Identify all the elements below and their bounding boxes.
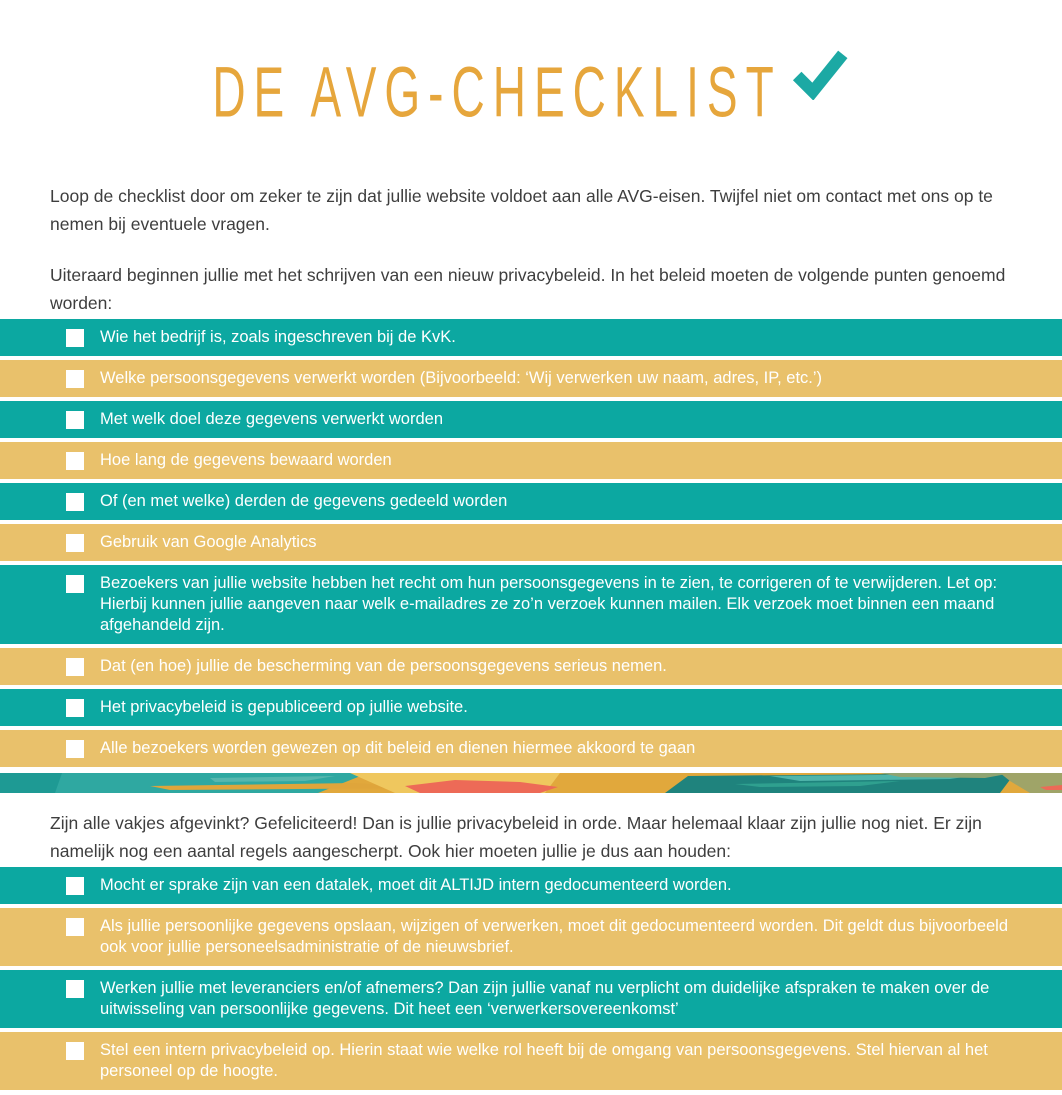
checkbox[interactable] <box>66 1042 84 1060</box>
checkbox[interactable] <box>66 699 84 717</box>
checklist-item-label: Stel een intern privacybeleid op. Hierin staat wie welke rol heeft bij de omgang van persoonsgegevens. Stel hiervan al het personeel op de hoogte. <box>100 1041 988 1080</box>
checklist-item-label: Hoe lang de gegevens bewaard worden <box>100 451 392 469</box>
checklist-item-label: Alle bezoekers worden gewezen op dit beleid en dienen hiermee akkoord te gaan <box>100 739 696 757</box>
brush-stroke-band <box>0 773 1062 793</box>
checklist-item <box>0 401 1062 438</box>
checklist-item-label: Gebruik van Google Analytics <box>100 533 317 551</box>
checklist-item-label: Bezoekers van jullie website hebben het recht om hun persoonsgegevens in te zien, te corrigeren of te verwijderen. Let op: Hierbij kunnen jullie aangeven naar welk e-mailadres ze zo’n verzoek kunnen mailen. Elk verzoek moet binnen een maand afgehandeld zijn. <box>100 574 998 634</box>
checkbox[interactable] <box>66 534 84 552</box>
page-title: DE AVG-CHECKLIST <box>212 51 782 132</box>
checkbox[interactable] <box>66 411 84 429</box>
checklist-item <box>0 483 1062 520</box>
checkbox[interactable] <box>66 658 84 676</box>
checkbox[interactable] <box>66 918 84 936</box>
checklist-privacybeleid <box>0 319 1062 767</box>
checklist-item <box>0 360 1062 397</box>
page-header <box>0 38 1062 138</box>
checklist-item <box>0 908 1062 966</box>
checklist-item-label: Werken jullie met leveranciers en/of afnemers? Dan zijn jullie vanaf nu verplicht om duidelijke afspraken te maken over de uitwisseling van persoonlijke gegevens. Dit heet een ‘verwerkersovereenkomst’ <box>100 979 990 1018</box>
checklist-item <box>0 524 1062 561</box>
checklist-item <box>0 867 1062 904</box>
checklist-aangescherpte-regels <box>0 867 1062 1090</box>
checkbox[interactable] <box>66 370 84 388</box>
checklist-item <box>0 970 1062 1028</box>
checkbox[interactable] <box>66 877 84 895</box>
checklist-item-label: Het privacybeleid is gepubliceerd op jullie website. <box>100 698 468 716</box>
checklist-item <box>0 730 1062 767</box>
checkbox[interactable] <box>66 329 84 347</box>
checklist-item-label: Of (en met welke) derden de gegevens gedeeld worden <box>100 492 508 510</box>
checklist-item <box>0 442 1062 479</box>
checkbox[interactable] <box>66 575 84 593</box>
middle-paragraph: Zijn alle vakjes afgevinkt? Gefeliciteerd! Dan is jullie privacybeleid in orde. Maar helemaal klaar zijn jullie nog niet. Er zijn namelijk nog een aantal regels aangescherpt. Ook hier moeten jullie je dus aan houden: <box>50 813 982 861</box>
checklist-item-label: Als jullie persoonlijke gegevens opslaan, wijzigen of verwerken, moet dit gedocumenteerd worden. Dit geldt dus bijvoorbeeld ook voor jullie personeelsadministratie of de nieuwsbrief. <box>100 917 1009 956</box>
checkbox[interactable] <box>66 740 84 758</box>
intro-paragraph-2: Uiteraard beginnen jullie met het schrijven van een nieuw privacybeleid. In het beleid moeten de volgende punten genoemd worden: <box>50 265 1006 313</box>
checklist-item-label: Met welk doel deze gegevens verwerkt worden <box>100 410 444 428</box>
checklist-item <box>0 648 1062 685</box>
checklist-item <box>0 565 1062 644</box>
checklist-item <box>0 319 1062 356</box>
check-icon <box>790 46 850 100</box>
checklist-item-label: Mocht er sprake zijn van een datalek, moet dit ALTIJD intern gedocumenteerd worden. <box>100 876 732 894</box>
checkbox[interactable] <box>66 452 84 470</box>
intro-paragraph: Loop de checklist door om zeker te zijn dat jullie website voldoet aan alle AVG-eisen. Twijfel niet om contact met ons op te nemen bij eventuele vragen. <box>50 186 993 234</box>
checkbox[interactable] <box>66 493 84 511</box>
checklist-item-label: Wie het bedrijf is, zoals ingeschreven bij de KvK. <box>100 328 456 346</box>
checklist-item <box>0 1032 1062 1090</box>
checklist-item <box>0 689 1062 726</box>
checklist-item-label: Dat (en hoe) jullie de bescherming van de persoonsgegevens serieus nemen. <box>100 657 667 675</box>
checkbox[interactable] <box>66 980 84 998</box>
checklist-item-label: Welke persoonsgegevens verwerkt worden (Bijvoorbeeld: ‘Wij verwerken uw naam, adres, IP, etc.’) <box>100 369 823 387</box>
